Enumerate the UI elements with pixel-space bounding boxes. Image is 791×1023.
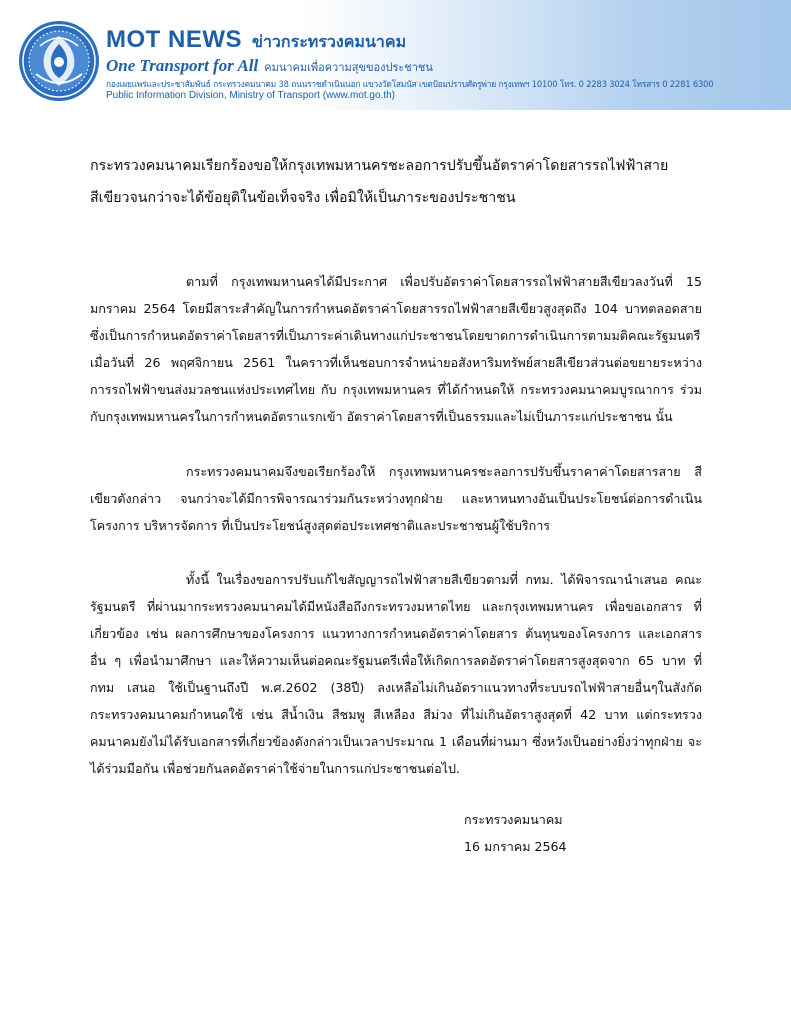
tagline-th: คมนาคมเพื่อความสุขของประชาชน [264, 61, 433, 74]
signature-date: 16 มกราคม 2564 [464, 839, 567, 854]
signature-block [464, 806, 567, 860]
document-body [90, 150, 702, 854]
division-line: Public Information Division, Ministry of Transport (www.mot.go.th) [106, 90, 395, 101]
title-line-1: กระทรวงคมนาคมเรียกร้องขอให้กรุงเทพมหานครชะลอการปรับขึ้นอัตราค่าโดยสารรถไฟฟ้าสาย [90, 158, 669, 174]
title-line-2: สีเขียวจนกว่าจะได้ข้อยุติในข้อเท็จจริง เพื่อมิให้เป็นภาระของประชาชน [90, 190, 516, 206]
brand-main: MOT NEWS [106, 26, 242, 53]
brand-tagline [106, 56, 433, 76]
signature-org: กระทรวงคมนาคม [464, 812, 563, 827]
paragraph-2: กระทรวงคมนาคมจึงขอเรียกร้องให้ กรุงเทพมหานครชะลอการปรับขึ้นราคาค่าโดยสารสาย สีเขียวดังกล่าว จนกว่าจะได้มีการพิจารณาร่วมกันระหว่างทุกฝ่าย และหาหนทางอันเป็นประโยชน์ต่อการดำเนิน โครงการ บริหารจัดการ ที่เป็นประโยชน์สูงสุดต่อประเทศชาติและประชาชนผู้ใช้บริการ [90, 464, 702, 533]
ministry-seal-icon [18, 20, 100, 102]
brand-title [106, 26, 406, 54]
document-title [90, 150, 702, 214]
tagline-en: One Transport for All [106, 56, 259, 75]
letterhead [0, 0, 791, 110]
contact-line: กองเผยแพร่และประชาสัมพันธ์ กระทรวงคมนาคม 38 ถนนราชดำเนินนอก แขวงวัดโสมนัส เขตป้อมปราบศัตรูพ่าย กรุงเทพฯ 10100 โทร. 0 2283 3024 โทรสาร 0 2281 6300 [106, 79, 714, 89]
paragraph-3: ทั้งนี้ ในเรื่องขอการปรับแก้ไขสัญญารถไฟฟ้าสายสีเขียวตามที่ กทม. ได้พิจารณานำเสนอ คณะรัฐมนตรี ที่ผ่านมากระทรวงคมนาคมได้มีหนังสือถึงกระทรวงมหาดไทย และกรุงเทพมหานคร เพื่อขอเอกสาร ที่เกี่ยวข้อง เช่น ผลการศึกษาของโครงการ แนวทางการกำหนดอัตราค่าโดยสาร ต้นทุนของโครงการ และเอกสาร อื่น ๆ เพื่อนำมาศึกษา และให้ความเห็นต่อคณะรัฐมนตรีเพื่อให้เกิดการลดอัตราค่าโดยสารสูงสุดจาก 65 บาท ที่ กทม เสนอ ใช้เป็นฐานถึงปี พ.ศ.2602 (38ปี) ลงเหลือไม่เกินอัตราแนวทางที่ระบบรถไฟฟ้าสายอื่นๆในสังกัด กระทรวงคมนาคมกำหนดใช้ เช่น สีน้ำเงิน สีชมพู สีเหลือง สีม่วง ที่ไม่เกินอัตราสูงสุดที่ 42 บาท แต่กระทรวง คมนาคมยังไม่ได้รับเอกสารที่เกี่ยวข้องดังกล่าวเป็นเวลาประมาณ 1 เดือนที่ผ่านมา ซึ่งหวังเป็นอย่างยิ่งว่าทุกฝ่าย จะได้ร่วมมือกัน เพื่อช่วยกันลดอัตราค่าใช้จ่ายในการแก่ประชาชนต่อไป. [90, 572, 702, 776]
paragraph-1: ตามที่ กรุงเทพมหานครได้มีประกาศ เพื่อปรับอัตราค่าโดยสารรถไฟฟ้าสายสีเขียวลงวันที่ 15 มกราคม 2564 โดยมีสาระสำคัญในการกำหนดอัตราค่าโดยสารรถไฟฟ้าสายสีเขียวสูงสุดถึง 104 บาทตลอดสาย ซึ่งเป็นการกำหนดอัตราค่าโดยสารที่เป็นภาระค่าเดินทางแก่ประชาชนโดยขาดการดำเนินการตามมติคณะรัฐมนตรี เมื่อวันที่ 26 พฤศจิกายน 2561 ในคราวที่เห็นชอบการจำหน่ายอสังหาริมทรัพย์สายสีเขียวส่วนต่อขยายระหว่าง การรถไฟฟ้าขนส่งมวลชนแห่งประเทศไทย กับ กรุงเทพมหานคร ที่ได้กำหนดให้ กระทรวงคมนาคมบูรณาการ ร่วมกับกรุงเทพมหานครในการกำหนดอัตราแรกเข้า อัตราค่าโดยสารที่เป็นธรรมและไม่เป็นภาระแก่ประชาชน นั้น [90, 274, 702, 424]
brand-thai: ข่าวกระทรวงคมนาคม [252, 32, 407, 51]
